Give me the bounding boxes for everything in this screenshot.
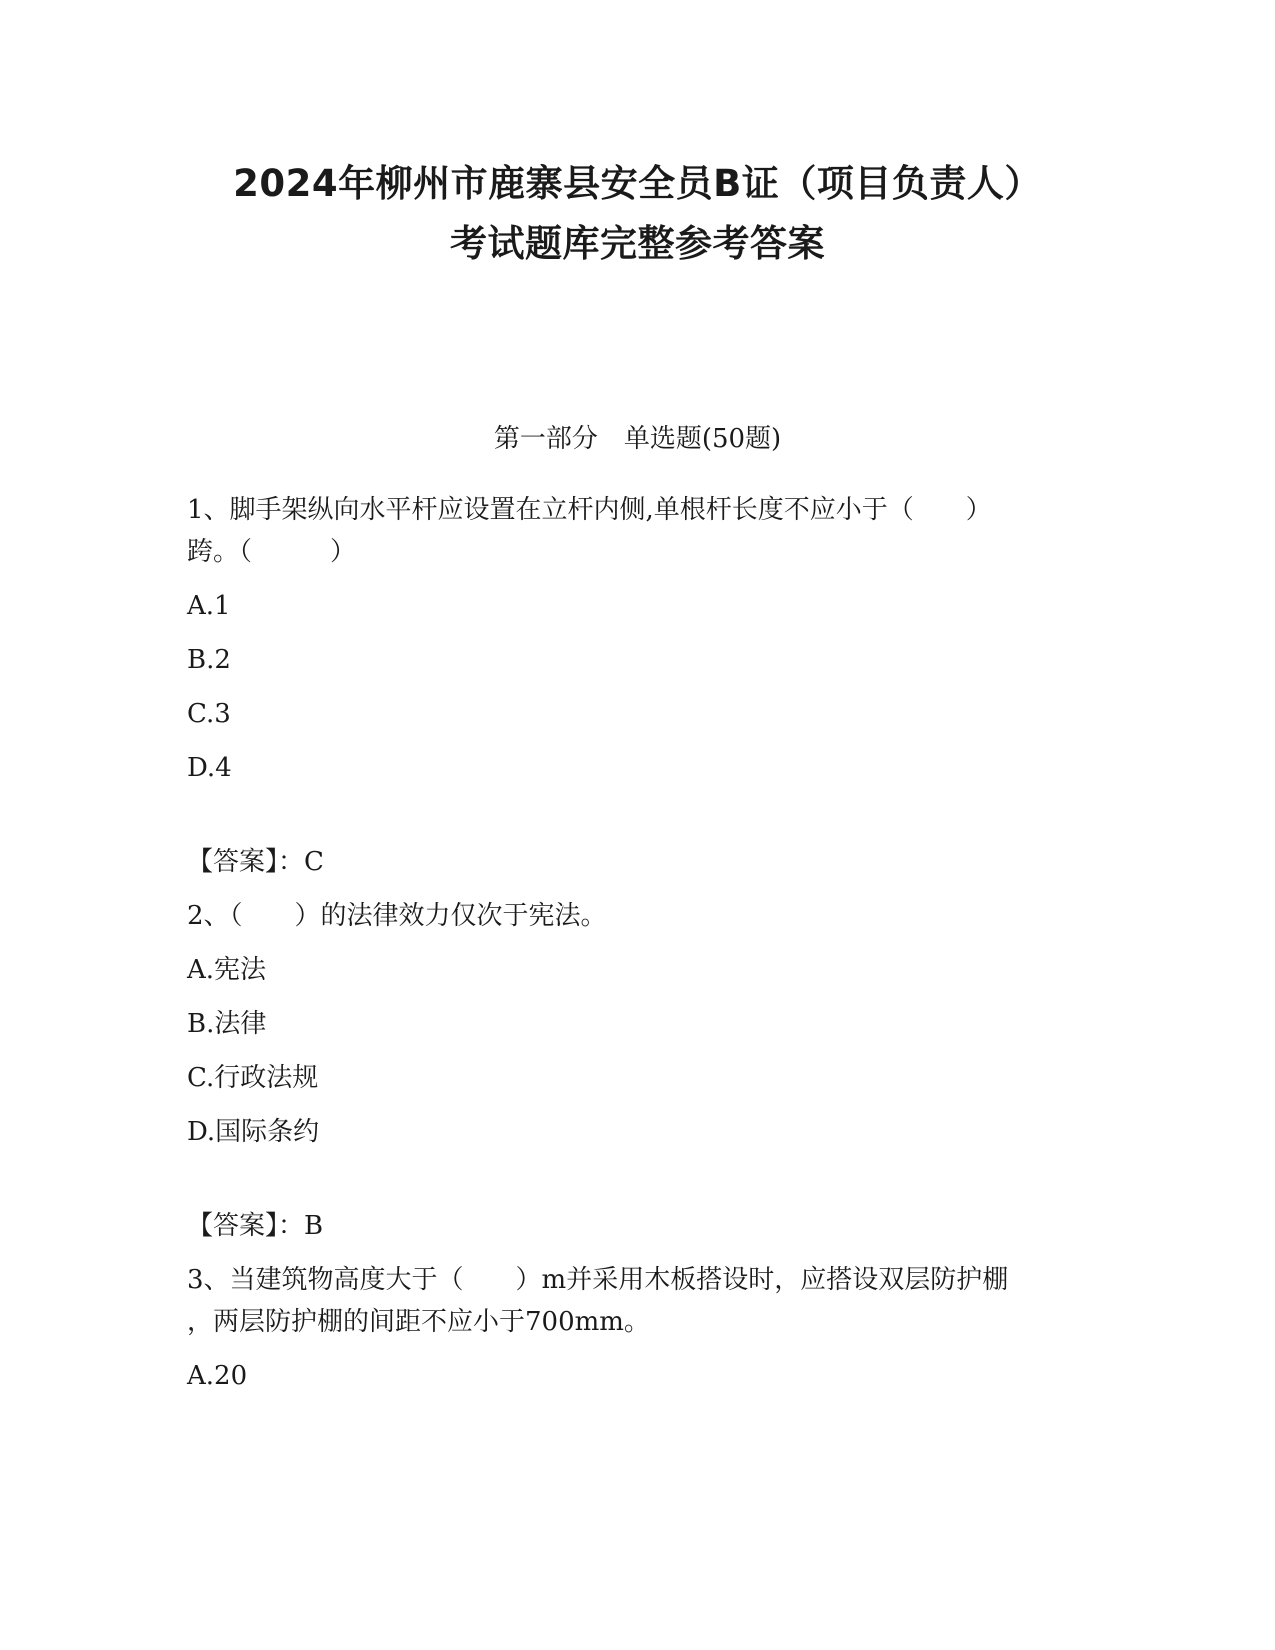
question-2-stem-line-1: 2、（ ）的法律效力仅次于宪法。 — [187, 901, 607, 931]
question-2-option-a: A.宪法 — [187, 955, 267, 985]
question-1-option-c: C.3 — [187, 699, 231, 729]
question-1-option-d: D.4 — [187, 753, 232, 783]
question-2-option-d: D.国际条约 — [187, 1117, 320, 1147]
question-3-stem-line-1: 3、当建筑物高度大于（ ）m并采用木板搭设时，应搭设双层防护棚 — [187, 1265, 1009, 1295]
question-1-stem-line-2: 跨。（ ） — [187, 537, 357, 567]
question-1-stem-line-1: 1、脚手架纵向水平杆应设置在立杆内侧,单根杆长度不应小于（ ） — [187, 495, 992, 525]
question-3-stem-line-2: ，两层防护棚的间距不应小于700mm。 — [187, 1307, 650, 1337]
question-2-option-c: C.行政法规 — [187, 1063, 319, 1093]
question-1-answer: 【答案】：C — [187, 847, 324, 877]
question-2-answer: 【答案】：B — [187, 1211, 324, 1241]
document-title-line-2: 考试题库完整参考答案 — [450, 222, 825, 265]
section-heading: 第一部分 单选题(50题) — [493, 424, 782, 454]
question-2-option-b: B.法律 — [187, 1009, 267, 1039]
question-1-option-a: A.1 — [187, 591, 231, 621]
document-title-line-1: 2024年柳州市鹿寨县安全员B证（项目负责人） — [233, 162, 1042, 205]
question-1-option-b: B.2 — [187, 645, 231, 675]
question-3-option-a: A.20 — [187, 1361, 248, 1391]
